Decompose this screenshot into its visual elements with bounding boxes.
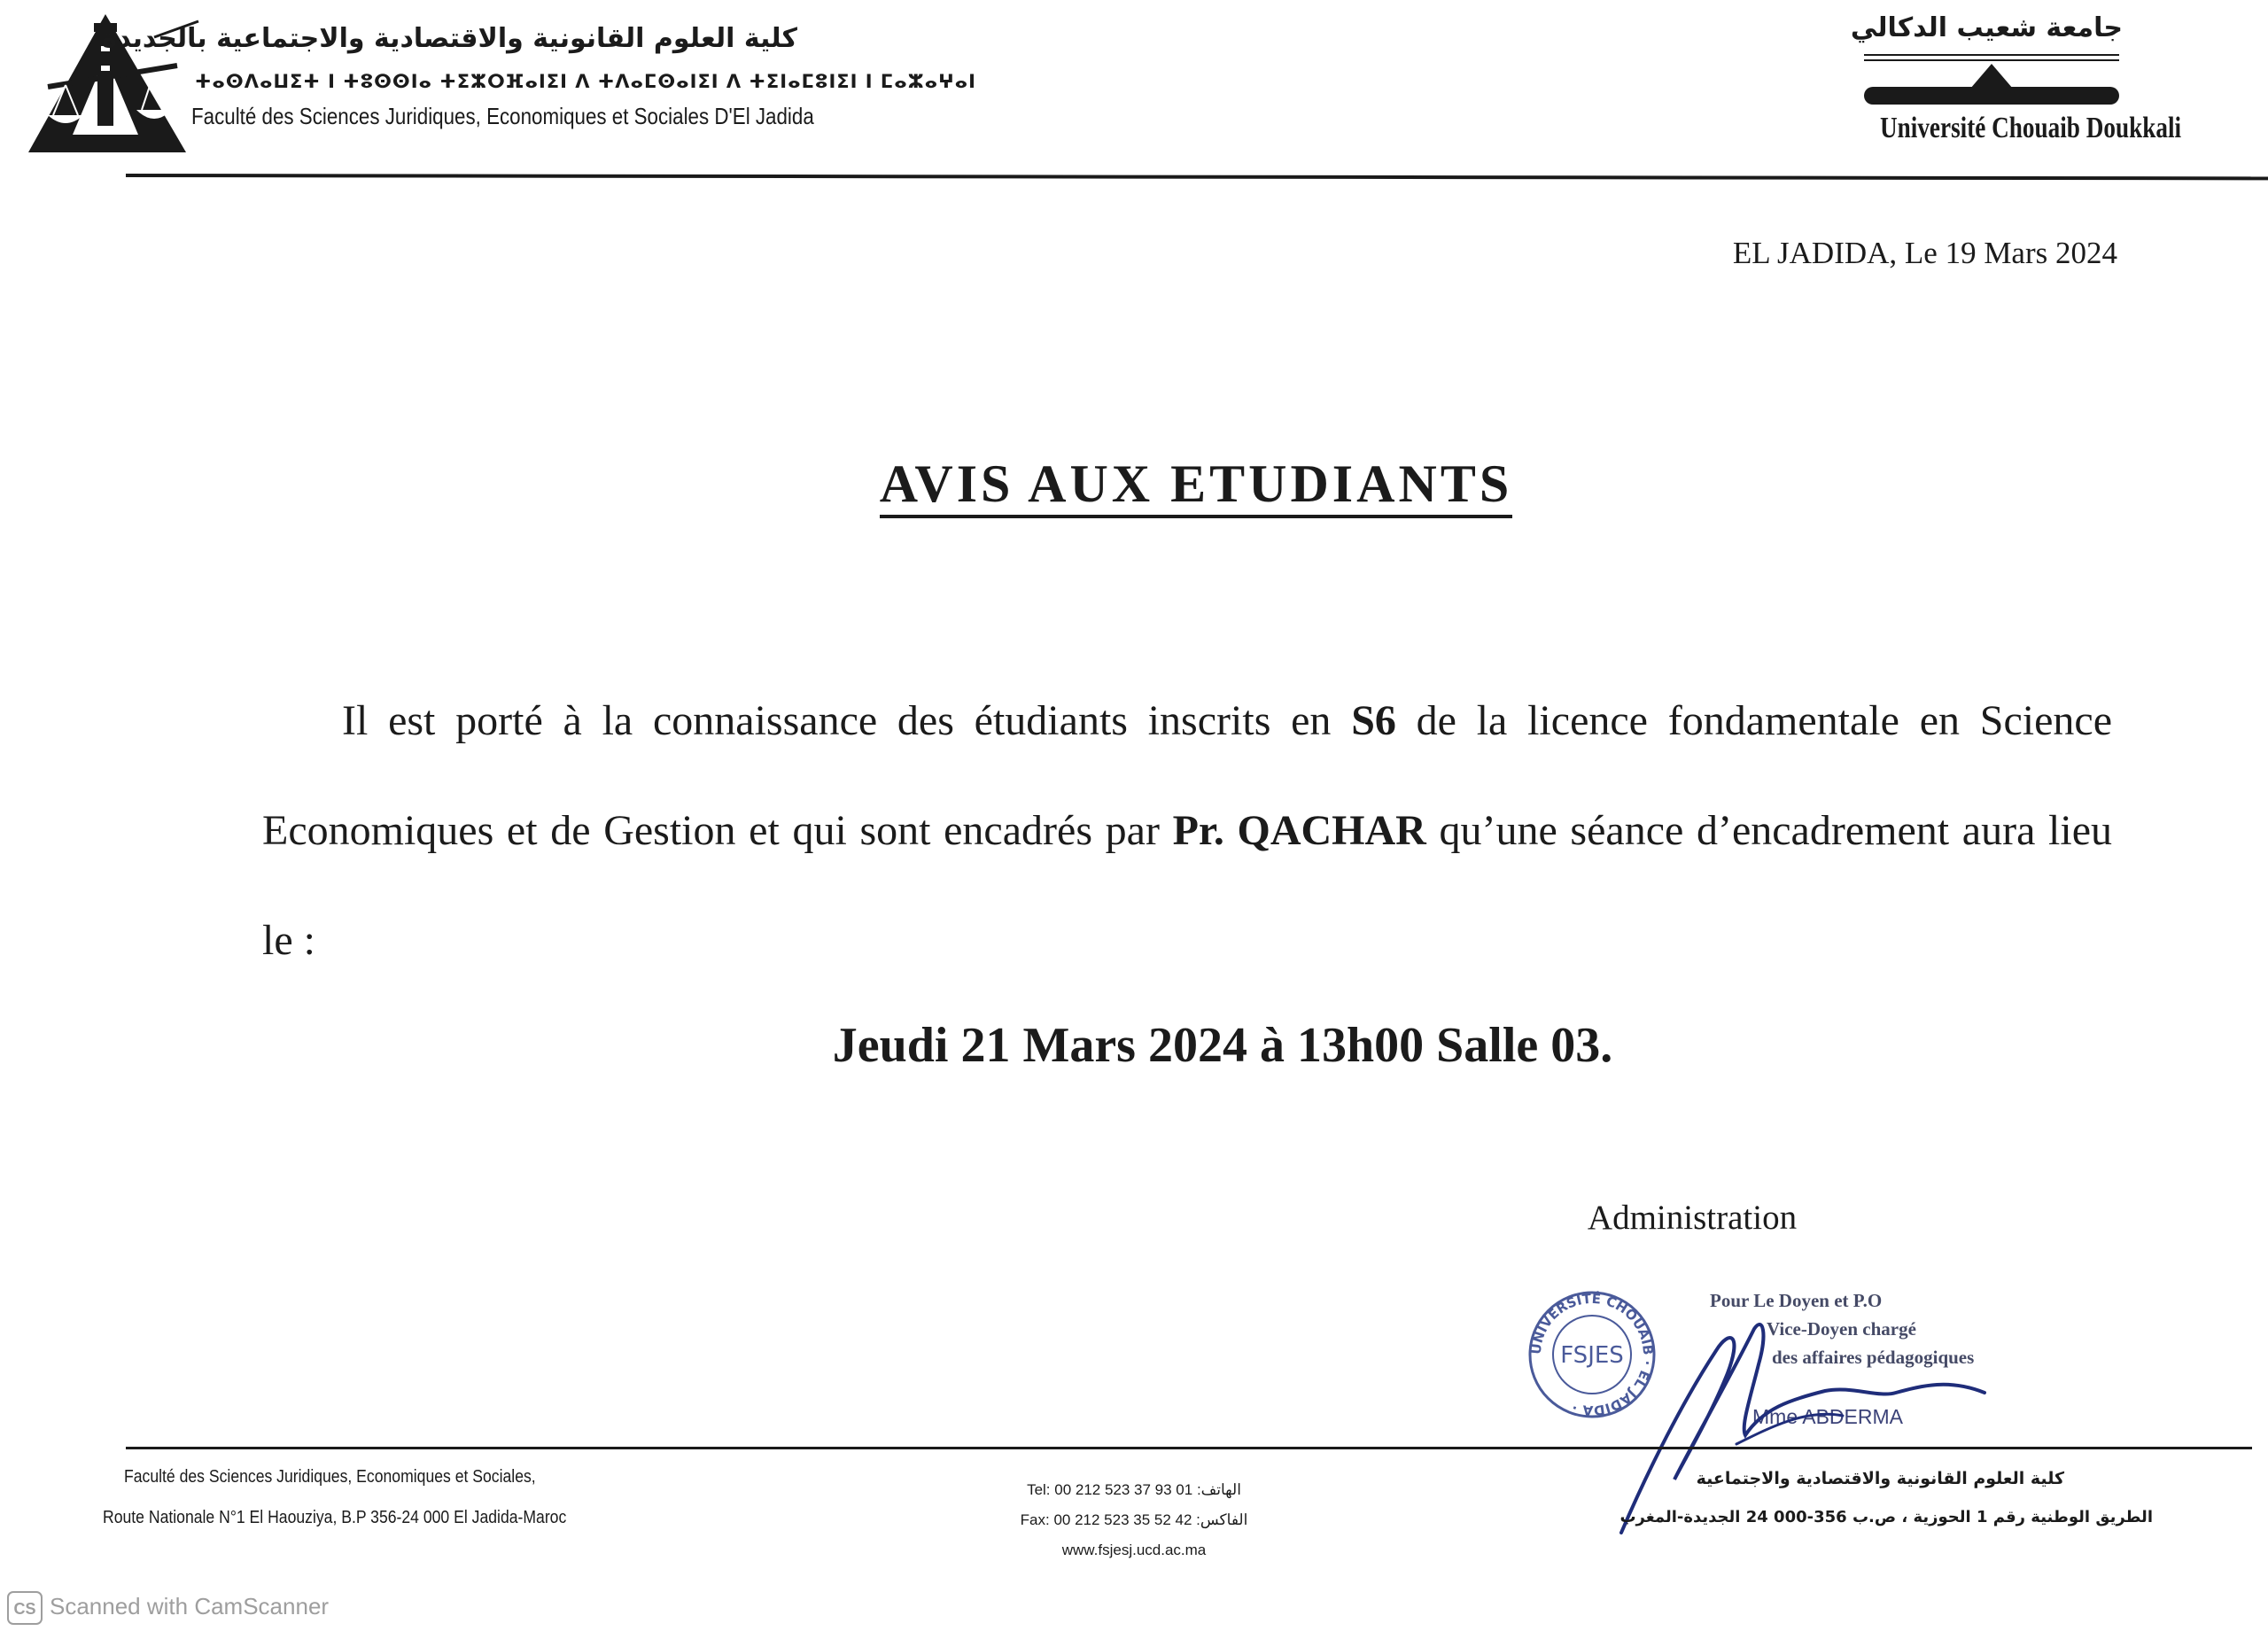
footer-address-line-1: Faculté des Sciences Juridiques, Economiques et Sociales, [124, 1467, 536, 1487]
professor-name: Pr. QACHAR [1172, 807, 1426, 854]
document-title [673, 454, 1719, 515]
footer-arabic-line-1: كلية العلوم القانونية والاقتصادية والاجتماعية [1696, 1469, 2064, 1488]
footer-phone: Tel: 00 212 523 37 93 01 :الهاتف [1027, 1481, 1241, 1498]
camscanner-watermark: Scanned with CamScanner [50, 1593, 330, 1619]
signature-line-2: Vice-Doyen chargé [1767, 1318, 1916, 1340]
faculty-name-tifinagh: ⵜⴰⵙⴷⴰⵡⵉⵜ ⵏ ⵜⵓⵙⵙⵏⴰ ⵜⵉⵣⵔⴼⴰⵏⵉⵏ ⴷ ⵜⴷⴰⵎⵙⴰⵏⵉⵏ ⴷ ⵜⵉⵏⴰⵎⵓⵏⵉⵏ ⵏ ⵎⴰⵣⴰⵖⴰⵏ [195, 71, 976, 92]
footer-address-line-2: Route Nationale N°1 El Haouziya, B.P 356-24 000 El Jadida-Maroc [103, 1508, 567, 1527]
signatory-name: Mme ABDERMA [1752, 1405, 1903, 1428]
stamp-ring-text: UNIVERSITÉ CHOUAIB · EL JADIDA · [1527, 1290, 1657, 1419]
signature-line-1: Pour Le Doyen et P.O [1710, 1290, 1883, 1311]
footer-fax: Fax: 00 212 523 35 52 42 :الفاكس [1020, 1511, 1248, 1528]
faculty-name-arabic: كلية العلوم القانونية والاقتصادية والاجتماعية بالجديدة [101, 23, 797, 54]
stamp-center-text: FSJES [1560, 1342, 1624, 1369]
signature-line-3: des affaires pédagogiques [1772, 1347, 1975, 1368]
university-name-arabic: جامعة شعيب الدكالي [1850, 12, 2123, 43]
paragraph-part3: qu’une séance d’encadrement aura lieu le : [262, 807, 2113, 964]
footer-website: www.fsjesj.ucd.ac.ma [1061, 1542, 1207, 1558]
notice-paragraph [262, 666, 2112, 996]
paragraph-part1: Il est porté à la connaissance des étudiants inscrits en [342, 697, 1352, 744]
faculty-name-french: Faculté des Sciences Juridiques, Economiques et Sociales D'El Jadida [191, 103, 814, 129]
signatory-label: Administration [1587, 1199, 1798, 1237]
footer-arabic-line-2: الطريق الوطنية رقم 1 الحوزية ، ص.ب 356-000 24 الجديدة-المغرب [1619, 1508, 2153, 1526]
document-title-text: AVIS AUX ETUDIANTS [880, 454, 1512, 518]
header-divider [126, 174, 2268, 180]
university-emblem-icon [1860, 51, 2123, 110]
document-date: EL JADIDA, Le 19 Mars 2024 [1732, 236, 2117, 270]
appointment-details: Jeudi 21 Mars 2024 à 13h00 Salle 03. [832, 1018, 1613, 1073]
paragraph-part2: de la licence fondamentale en Science Economiques et de Gestion et qui sont encadrés par [262, 697, 2112, 854]
university-name-french: Université Chouaib Doukkali [1880, 112, 2182, 144]
svg-text:CS: CS [13, 1600, 36, 1618]
level-label: S6 [1351, 697, 1396, 744]
university-logo [1860, 51, 2123, 110]
footer-divider [126, 1447, 2252, 1449]
camscanner-logo [7, 1591, 43, 1625]
camscanner-icon [7, 1591, 43, 1625]
